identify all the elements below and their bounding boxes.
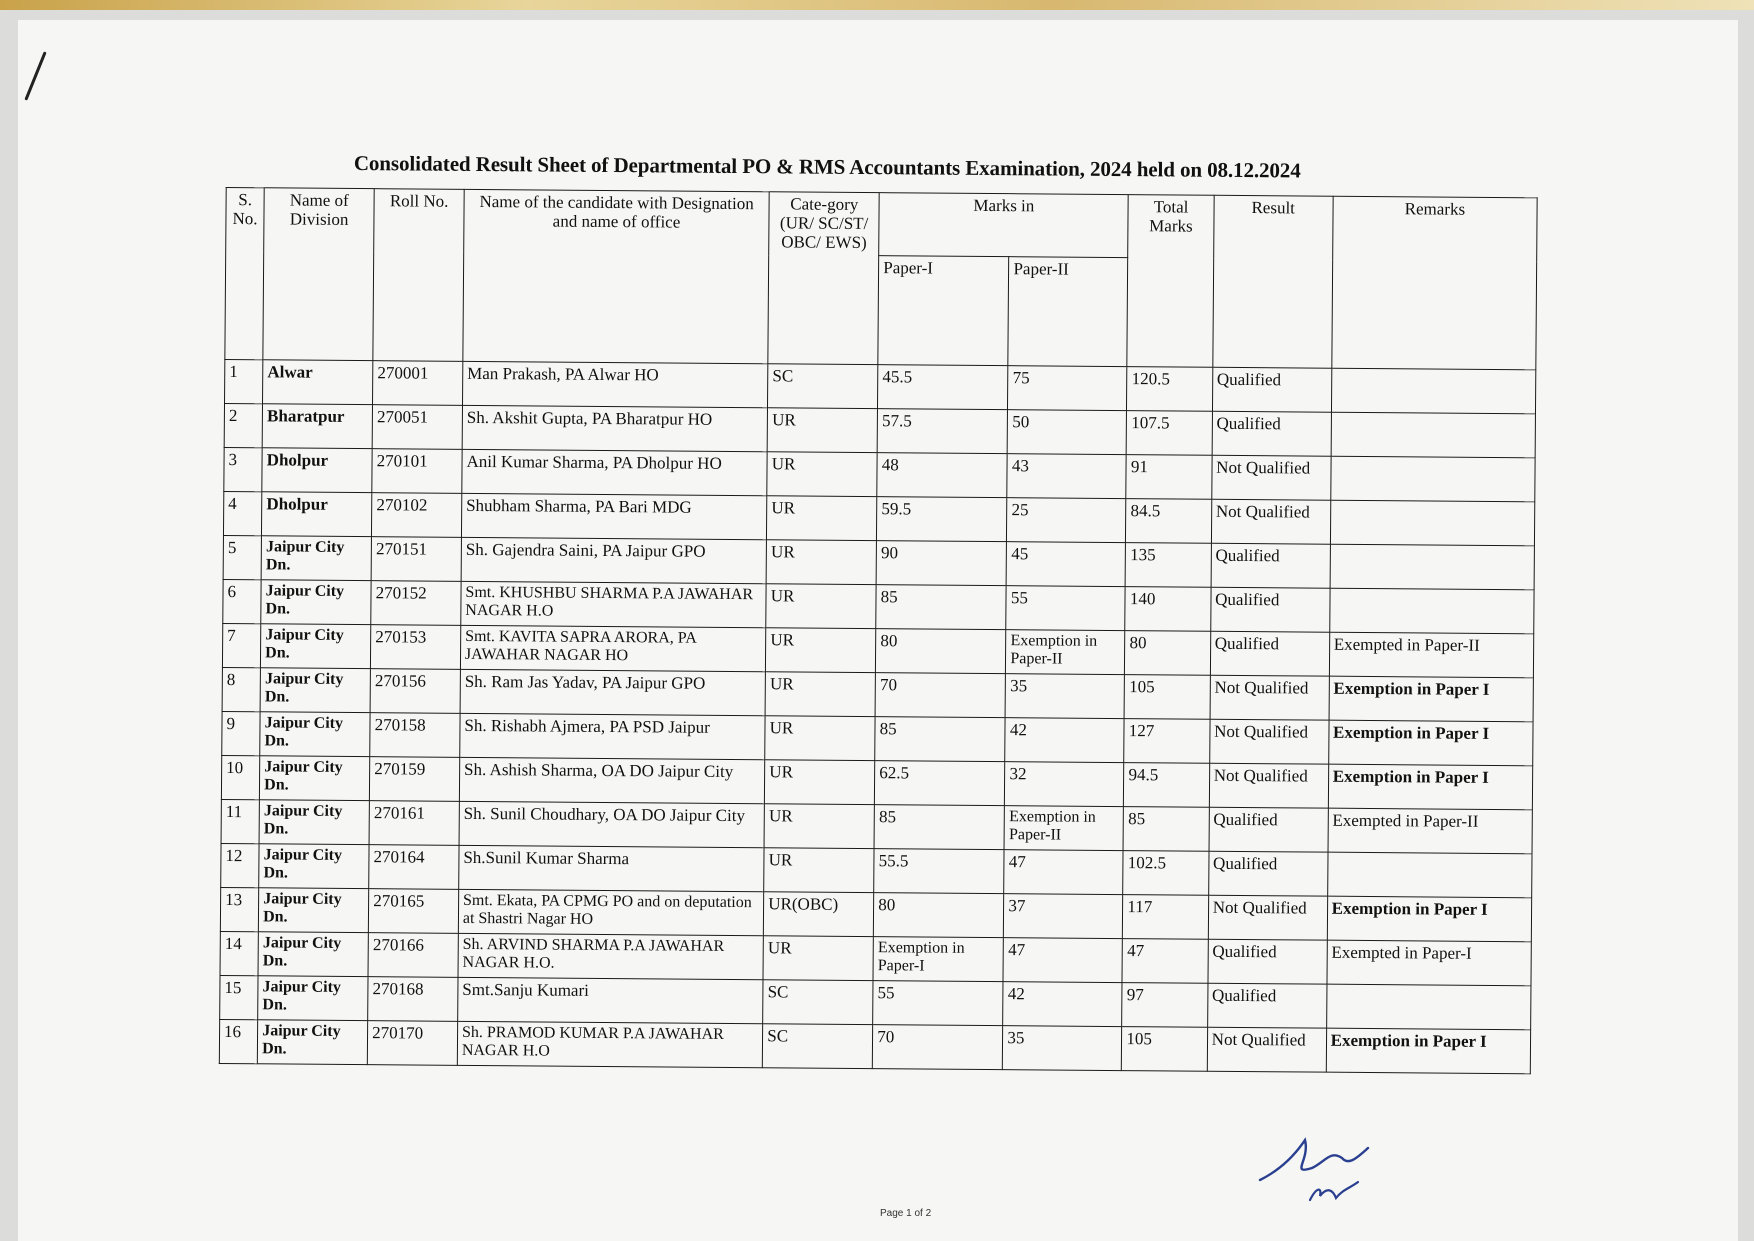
cell-category: UR	[767, 496, 877, 541]
cell-category: UR	[765, 716, 875, 761]
cell-result: Qualified	[1209, 807, 1328, 852]
cell-paper2: 42	[1005, 718, 1124, 763]
cell-sno: 3	[224, 447, 263, 491]
cell-result: Not Qualified	[1209, 763, 1328, 808]
cell-remarks: Exempted in Paper-II	[1328, 808, 1533, 854]
cell-candidate: Smt. Ekata, PA CPMG PO and on deputation at Shastri Nagar HO	[458, 889, 764, 935]
header-marks-in: Marks in	[879, 193, 1129, 258]
cell-sno: 12	[221, 843, 260, 887]
cell-candidate: Smt. KAVITA SAPRA ARORA, PA JAWAHAR NAGAR HO	[460, 625, 766, 671]
cell-candidate: Shubham Sharma, PA Bari MDG	[461, 493, 767, 539]
cell-paper1: 70	[873, 1025, 1004, 1070]
cell-paper1: 62.5	[875, 761, 1006, 806]
cell-division: Jaipur City Dn.	[258, 932, 368, 977]
cell-division: Jaipur City Dn.	[260, 712, 370, 757]
cell-division: Dholpur	[262, 492, 372, 537]
cell-paper1: 55	[873, 981, 1004, 1026]
cell-total: 97	[1122, 983, 1208, 1028]
header-total: Total Marks	[1127, 195, 1214, 368]
cell-total: 85	[1123, 807, 1209, 852]
cell-division: Jaipur City Dn.	[258, 976, 368, 1021]
cell-division: Jaipur City Dn.	[261, 624, 371, 669]
cell-category: UR	[767, 452, 877, 497]
cell-candidate: Anil Kumar Sharma, PA Dholpur HO	[462, 449, 768, 495]
cell-category: UR(OBC)	[764, 892, 874, 937]
cell-division: Jaipur City Dn.	[257, 1020, 367, 1065]
cell-paper2: 75	[1008, 366, 1127, 411]
cell-paper2: Exemption in Paper-II	[1004, 806, 1123, 851]
cell-candidate: Sh. Ram Jas Yadav, PA Jaipur GPO	[460, 669, 766, 715]
cell-paper1: 59.5	[877, 497, 1008, 542]
cell-total: 105	[1122, 1027, 1208, 1072]
cell-division: Jaipur City Dn.	[261, 536, 371, 581]
cell-roll: 270164	[369, 845, 459, 890]
cell-candidate: Smt.Sanju Kumari	[458, 977, 764, 1023]
cell-result: Qualified	[1207, 983, 1326, 1028]
cell-roll: 270156	[370, 669, 460, 714]
cell-paper2: 50	[1008, 410, 1127, 455]
cell-paper2: 37	[1004, 894, 1123, 939]
cell-sno: 5	[223, 535, 262, 579]
cell-category: UR	[766, 584, 876, 629]
result-rows	[219, 359, 1535, 1073]
cell-sno: 10	[221, 755, 260, 799]
cell-roll: 270161	[369, 801, 459, 846]
cell-remarks	[1331, 368, 1536, 414]
cell-sno: 14	[220, 931, 259, 975]
cell-remarks	[1329, 588, 1534, 634]
cell-remarks: Exemption in Paper I	[1328, 764, 1533, 810]
cell-division: Jaipur City Dn.	[259, 888, 369, 933]
cell-category: SC	[763, 980, 873, 1025]
cell-total: 94.5	[1124, 763, 1210, 808]
cell-candidate: Sh. Rishabh Ajmera, PA PSD Jaipur	[460, 713, 766, 759]
cell-candidate: Sh. ARVIND SHARMA P.A JAWAHAR NAGAR H.O.	[458, 933, 764, 979]
cell-sno: 8	[222, 667, 261, 711]
cell-remarks	[1327, 852, 1532, 898]
page-number: Page 1 of 2	[880, 1208, 932, 1219]
cell-result: Qualified	[1208, 851, 1327, 896]
cell-paper1: Exemption in Paper-I	[873, 937, 1004, 982]
cell-result: Not Qualified	[1210, 675, 1329, 720]
cell-roll: 270159	[370, 757, 460, 802]
cell-division: Dholpur	[262, 448, 372, 493]
header-sno: S. No.	[225, 188, 265, 360]
signature	[1250, 1130, 1400, 1215]
cell-roll: 270102	[372, 493, 462, 538]
signature-scribble	[1250, 1130, 1400, 1210]
cell-paper2: 47	[1003, 938, 1122, 983]
header-division: Name of Division	[263, 188, 374, 361]
cell-paper2: 45	[1006, 542, 1125, 587]
cell-paper1: 85	[876, 585, 1007, 630]
cell-category: UR	[764, 804, 874, 849]
cell-sno: 9	[222, 711, 261, 755]
cell-result: Qualified	[1212, 367, 1331, 412]
cell-result: Not Qualified	[1208, 895, 1327, 940]
cell-roll: 270158	[370, 713, 460, 758]
header-roll: Roll No.	[373, 189, 464, 362]
cell-remarks: Exempted in Paper-I	[1327, 940, 1532, 986]
cell-category: UR	[763, 936, 873, 981]
cell-roll: 270001	[373, 361, 463, 406]
cell-sno: 2	[224, 403, 263, 447]
cell-paper2: 35	[1003, 1026, 1122, 1071]
cell-sno: 13	[220, 887, 259, 931]
cell-roll: 270168	[368, 977, 458, 1022]
cell-paper1: 45.5	[878, 365, 1009, 410]
cell-category: UR	[767, 408, 877, 453]
cell-candidate: Man Prakash, PA Alwar HO	[462, 361, 768, 407]
scan-edge	[0, 0, 1754, 10]
cell-division: Jaipur City Dn.	[259, 844, 369, 889]
cell-total: 47	[1122, 939, 1208, 984]
cell-category: SC	[763, 1024, 873, 1069]
cell-total: 127	[1124, 719, 1210, 764]
cell-paper2: 32	[1005, 762, 1124, 807]
cell-paper2: 43	[1007, 454, 1126, 499]
cell-remarks	[1330, 500, 1535, 546]
cell-paper1: 70	[875, 673, 1006, 718]
cell-total: 102.5	[1123, 851, 1209, 896]
cell-paper1: 80	[874, 893, 1005, 938]
cell-paper2: 42	[1003, 982, 1122, 1027]
cell-candidate: Sh. Ashish Sharma, OA DO Jaipur City	[459, 757, 765, 803]
cell-result: Qualified	[1212, 411, 1331, 456]
cell-sno: 15	[220, 975, 259, 1019]
header-paper1: Paper-I	[878, 256, 1009, 366]
cell-roll: 270165	[368, 889, 458, 934]
cell-category: UR	[766, 628, 876, 673]
cell-paper2: 55	[1006, 586, 1125, 631]
header-remarks: Remarks	[1331, 196, 1537, 370]
cell-remarks: Exemption in Paper I	[1328, 720, 1533, 766]
header-result: Result	[1212, 195, 1332, 368]
cell-result: Not Qualified	[1211, 455, 1330, 500]
cell-category: UR	[765, 672, 875, 717]
cell-candidate: Sh.Sunil Kumar Sharma	[459, 845, 765, 891]
cell-candidate: Sh. PRAMOD KUMAR P.A JAWAHAR NAGAR H.O	[457, 1021, 763, 1067]
cell-division: Jaipur City Dn.	[259, 800, 369, 845]
cell-total: 105	[1124, 675, 1210, 720]
cell-candidate: Sh. Gajendra Saini, PA Jaipur GPO	[461, 537, 767, 583]
cell-paper2: 47	[1004, 850, 1123, 895]
cell-roll: 270153	[371, 625, 461, 670]
cell-division: Bharatpur	[262, 404, 372, 449]
cell-paper1: 85	[875, 717, 1006, 762]
cell-sno: 16	[219, 1019, 258, 1063]
cell-remarks: Exemption in Paper I	[1329, 676, 1534, 722]
cell-remarks	[1331, 412, 1536, 458]
cell-roll: 270151	[371, 537, 461, 582]
cell-remarks	[1330, 456, 1535, 502]
cell-paper1: 48	[877, 453, 1008, 498]
cell-remarks	[1326, 984, 1531, 1030]
cell-paper1: 90	[876, 541, 1007, 586]
result-table	[219, 187, 1538, 1074]
cell-result: Qualified	[1211, 543, 1330, 588]
cell-remarks: Exempted in Paper-II	[1329, 632, 1534, 678]
cell-sno: 1	[225, 359, 264, 403]
cell-roll: 270051	[372, 405, 462, 450]
page-title: Consolidated Result Sheet of Departmental PO & RMS Accountants Examination, 2024 held on 08.12.2024	[353, 151, 1301, 183]
cell-roll: 270152	[371, 581, 461, 626]
cell-remarks	[1330, 544, 1535, 590]
cell-category: SC	[768, 364, 878, 409]
cell-total: 91	[1126, 455, 1212, 500]
cell-category: UR	[764, 848, 874, 893]
cell-division: Jaipur City Dn.	[261, 580, 371, 625]
header-category: Cate-gory (UR/ SC/ST/ OBC/ EWS)	[768, 192, 879, 365]
cell-result: Not Qualified	[1207, 1027, 1326, 1072]
cell-total: 84.5	[1126, 499, 1212, 544]
cell-paper2: 25	[1007, 498, 1126, 543]
cell-paper2: 35	[1005, 674, 1124, 719]
cell-division: Jaipur City Dn.	[260, 668, 370, 713]
cell-candidate: Sh. Sunil Choudhary, OA DO Jaipur City	[459, 801, 765, 847]
cell-roll: 270166	[368, 933, 458, 978]
cell-sno: 7	[222, 623, 261, 667]
cell-division: Jaipur City Dn.	[260, 756, 370, 801]
cell-sno: 11	[221, 799, 260, 843]
cell-total: 80	[1125, 631, 1211, 676]
cell-result: Qualified	[1210, 587, 1329, 632]
cell-paper1: 57.5	[877, 409, 1008, 454]
cell-total: 107.5	[1127, 411, 1213, 456]
cell-paper1: 85	[874, 805, 1005, 850]
cell-paper1: 55.5	[874, 849, 1005, 894]
header-candidate: Name of the candidate with Designation and name of office	[463, 189, 770, 363]
cell-sno: 6	[223, 579, 262, 623]
cell-roll: 270101	[372, 449, 462, 494]
cell-result: Not Qualified	[1211, 499, 1330, 544]
cell-division: Alwar	[263, 360, 373, 405]
cell-result: Not Qualified	[1209, 719, 1328, 764]
cell-candidate: Smt. KHUSHBU SHARMA P.A JAWAHAR NAGAR H.O	[461, 581, 767, 627]
cell-roll: 270170	[367, 1021, 457, 1066]
cell-total: 140	[1125, 587, 1211, 632]
cell-total: 117	[1123, 895, 1209, 940]
result-document	[219, 150, 1538, 1074]
cell-paper1: 80	[876, 629, 1007, 674]
cell-result: Qualified	[1208, 939, 1327, 984]
cell-remarks: Exemption in Paper I	[1327, 896, 1532, 942]
cell-total: 135	[1125, 543, 1211, 588]
cell-remarks: Exemption in Paper I	[1326, 1028, 1531, 1074]
cell-candidate: Sh. Akshit Gupta, PA Bharatpur HO	[462, 405, 768, 451]
cell-total: 120.5	[1127, 367, 1213, 412]
cell-paper2: Exemption in Paper-II	[1006, 630, 1125, 675]
cell-category: UR	[765, 760, 875, 805]
header-paper2: Paper-II	[1008, 257, 1128, 367]
cell-result: Qualified	[1210, 631, 1329, 676]
cell-sno: 4	[223, 491, 262, 535]
cell-category: UR	[766, 540, 876, 585]
